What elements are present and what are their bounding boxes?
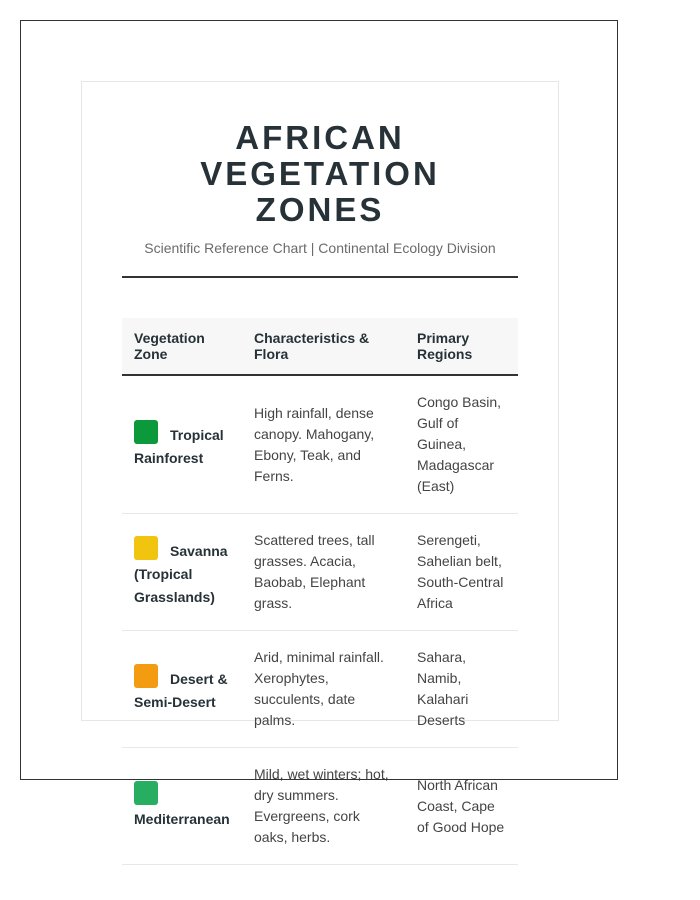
zone-cell <box>122 375 242 514</box>
page-title <box>122 120 518 228</box>
zone-name: Mediterranean <box>134 811 230 827</box>
zone-name: Tropical Rainforest <box>134 426 224 466</box>
header-primary-regions: Primary Regions <box>405 318 518 375</box>
zone-cell <box>122 631 242 748</box>
table-row <box>122 631 518 748</box>
table-row <box>122 748 518 865</box>
zone-color-swatch <box>134 420 158 444</box>
header-characteristics: Characteristics & Flora <box>242 318 405 375</box>
characteristics-cell: Mild, wet winters; hot, dry summers. Evergreens, cork oaks, herbs. <box>242 748 405 865</box>
table-row <box>122 375 518 514</box>
title-line-2: ZONES <box>255 191 385 228</box>
zone-name: Savanna (Tropical Grasslands) <box>134 542 228 605</box>
characteristics-cell: High rainfall, dense canopy. Mahogany, Ebony, Teak, and Ferns. <box>242 375 405 514</box>
zone-color-swatch <box>134 664 158 688</box>
chart-content <box>122 120 518 865</box>
zone-color-swatch <box>134 781 158 805</box>
regions-cell: Sahara, Namib, Kalahari Deserts <box>405 631 518 748</box>
characteristics-cell: Scattered trees, tall grasses. Acacia, Baobab, Elephant grass. <box>242 514 405 631</box>
title-divider <box>122 276 518 278</box>
vegetation-table <box>122 318 518 865</box>
regions-cell: North African Coast, Cape of Good Hope <box>405 748 518 865</box>
title-line-1: AFRICAN VEGETATION <box>200 119 440 192</box>
table-header-row <box>122 318 518 375</box>
page-subtitle: Scientific Reference Chart | Continental Ecology Division <box>144 240 496 256</box>
table-row <box>122 514 518 631</box>
zone-cell <box>122 514 242 631</box>
zone-cell <box>122 748 242 865</box>
zone-color-swatch <box>134 536 158 560</box>
header-vegetation-zone: Vegetation Zone <box>122 318 242 375</box>
characteristics-cell: Arid, minimal rainfall. Xerophytes, succulents, date palms. <box>242 631 405 748</box>
regions-cell: Serengeti, Sahelian belt, South-Central Africa <box>405 514 518 631</box>
regions-cell: Congo Basin, Gulf of Guinea, Madagascar (East) <box>405 375 518 514</box>
zone-name: Desert & Semi-Desert <box>134 671 228 710</box>
